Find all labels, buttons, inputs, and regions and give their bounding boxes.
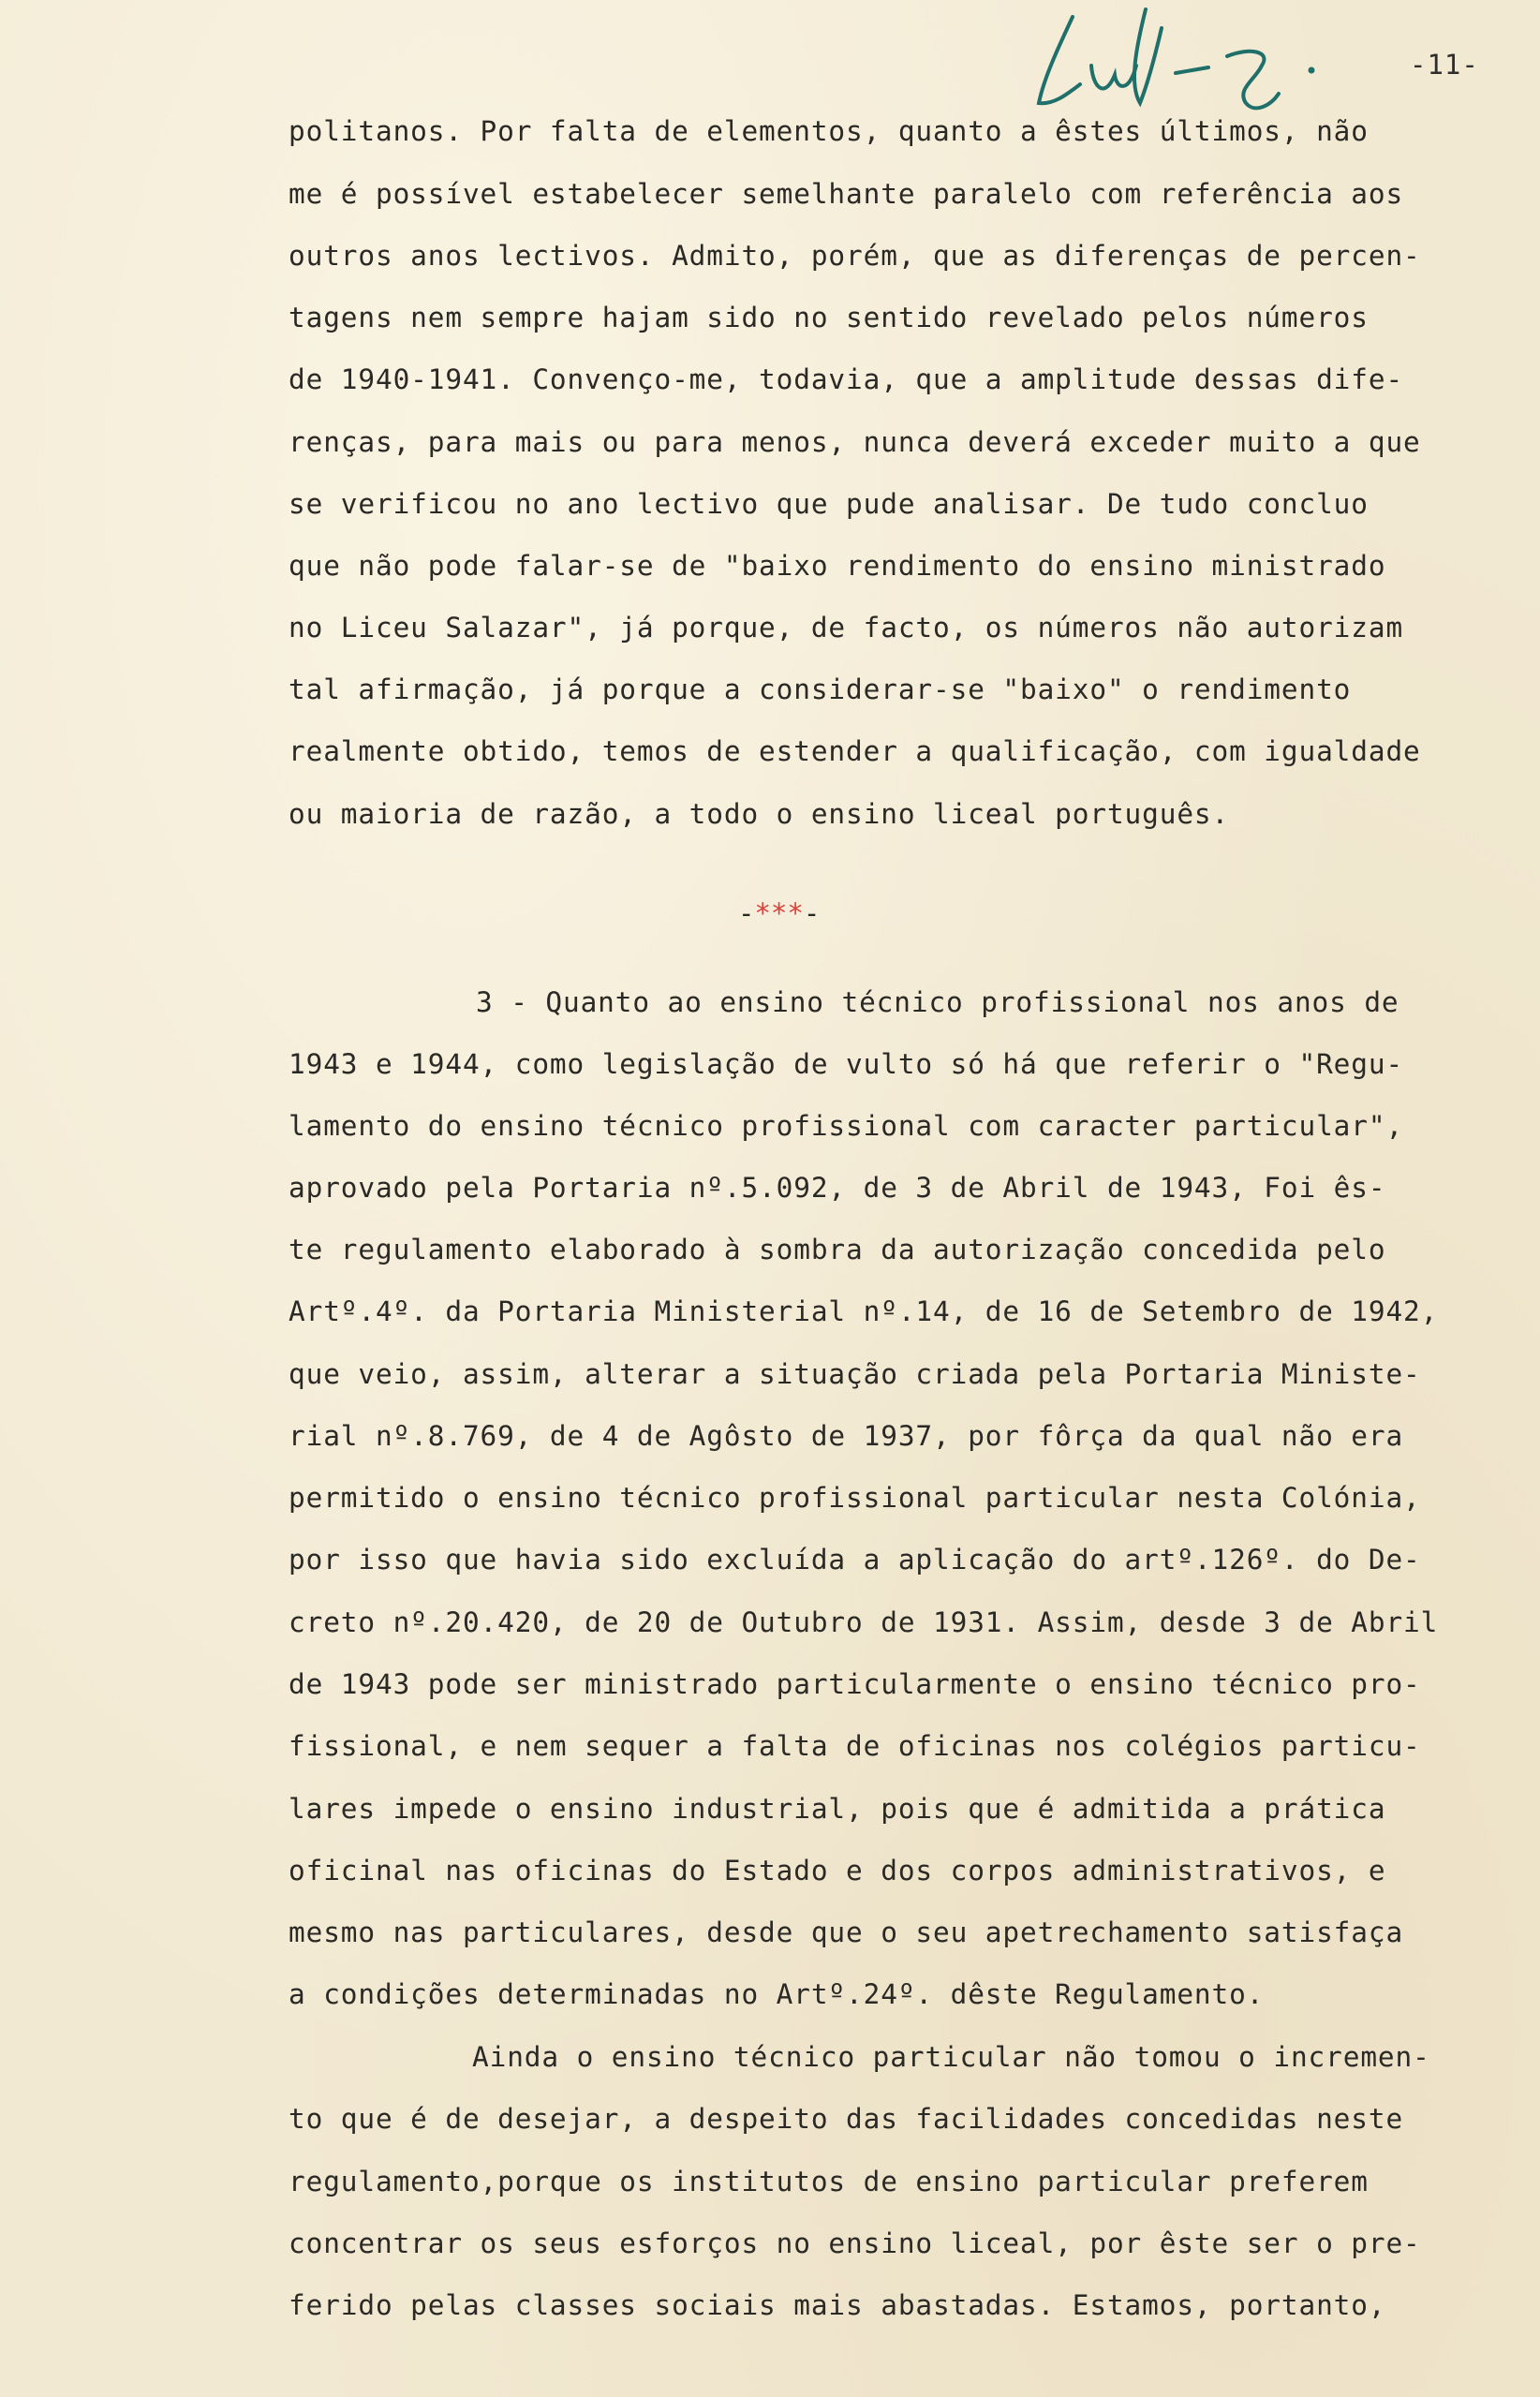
text-line: permitido o ensino técnico profissional particular nesta Colónia, <box>289 1482 1421 1514</box>
page-number: -11- <box>1410 49 1479 81</box>
text-line: renças, para mais ou para menos, nunca deverá exceder muito a que <box>289 426 1421 458</box>
text-line: aprovado pela Portaria nº.5.092, de 3 de Abril de 1943, Foi ês- <box>289 1172 1386 1204</box>
text-line: oficinal nas oficinas do Estado e dos corpos administrativos, e <box>289 1855 1386 1887</box>
text-line: ferido pelas classes sociais mais abastadas. Estamos, portanto, <box>289 2289 1386 2321</box>
text-line: de 1940-1941. Convenço-me, todavia, que a amplitude dessas dife- <box>289 363 1404 395</box>
text-line: que veio, assim, alterar a situação criada pela Portaria Ministe- <box>289 1358 1421 1390</box>
text-line: te regulamento elaborado à sombra da autorização concedida pelo <box>289 1234 1386 1265</box>
text-line: por isso que havia sido excluída a aplicação do artº.126º. do De- <box>289 1544 1421 1576</box>
section-divider <box>738 897 820 929</box>
text-line: regulamento,porque os institutos de ensino particular preferem <box>289 2166 1369 2197</box>
text-line: 3 - Quanto ao ensino técnico profissional nos anos de <box>476 986 1399 1018</box>
text-line: Ainda o ensino técnico particular não tomou o incremen- <box>472 2041 1430 2073</box>
text-line: to que é de desejar, a despeito das facilidades concedidas neste <box>289 2103 1404 2135</box>
text-line: que não pode falar-se de "baixo rendimento do ensino ministrado <box>289 550 1386 582</box>
text-line: concentrar os seus esforços no ensino liceal, por êste ser o pre- <box>289 2227 1421 2259</box>
text-line: creto nº.20.420, de 20 de Outubro de 1931. Assim, desde 3 de Abril <box>289 1606 1439 1638</box>
text-line: tagens nem sempre hajam sido no sentido revelado pelos números <box>289 302 1369 333</box>
text-line: lamento do ensino técnico profissional com caracter particular", <box>289 1110 1404 1142</box>
text-line: tal afirmação, já porque a considerar-se "baixo" o rendimento <box>289 673 1352 705</box>
text-line: fissional, e nem sequer a falta de oficinas nos colégios particu- <box>289 1730 1421 1762</box>
text-line: realmente obtido, temos de estender a qualificação, com igualdade <box>289 735 1421 767</box>
text-line: lares impede o ensino industrial, pois que é admitida a prática <box>289 1793 1386 1825</box>
text-line: mesmo nas particulares, desde que o seu apetrechamento satisfaça <box>289 1916 1404 1948</box>
text-line: Artº.4º. da Portaria Ministerial nº.14, de 16 de Setembro de 1942, <box>289 1295 1439 1327</box>
text-line: de 1943 pode ser ministrado particularmente o ensino técnico pro- <box>289 1668 1421 1700</box>
text-line: outros anos lectivos. Admito, porém, que as diferenças de percen- <box>289 240 1421 272</box>
text-line: me é possível estabelecer semelhante paralelo com referência aos <box>289 178 1404 210</box>
text-line: rial nº.8.769, de 4 de Agôsto de 1937, por fôrça da qual não era <box>289 1420 1404 1452</box>
divider-stars: *** <box>754 897 804 929</box>
divider-left: - <box>738 897 755 929</box>
text-line: no Liceu Salazar", já porque, de facto, os números não autorizam <box>289 612 1404 644</box>
handwritten-signature <box>1026 0 1363 117</box>
text-line: politanos. Por falta de elementos, quanto a êstes últimos, não <box>289 115 1369 147</box>
divider-right: - <box>803 897 821 929</box>
text-line: ou maioria de razão, a todo o ensino liceal português. <box>289 798 1230 830</box>
text-line: a condições determinadas no Artº.24º. dêste Regulamento. <box>289 1978 1265 2010</box>
text-line: 1943 e 1944, como legislação de vulto só há que referir o "Regu- <box>289 1048 1404 1080</box>
text-line: se verificou no ano lectivo que pude analisar. De tudo concluo <box>289 488 1369 520</box>
